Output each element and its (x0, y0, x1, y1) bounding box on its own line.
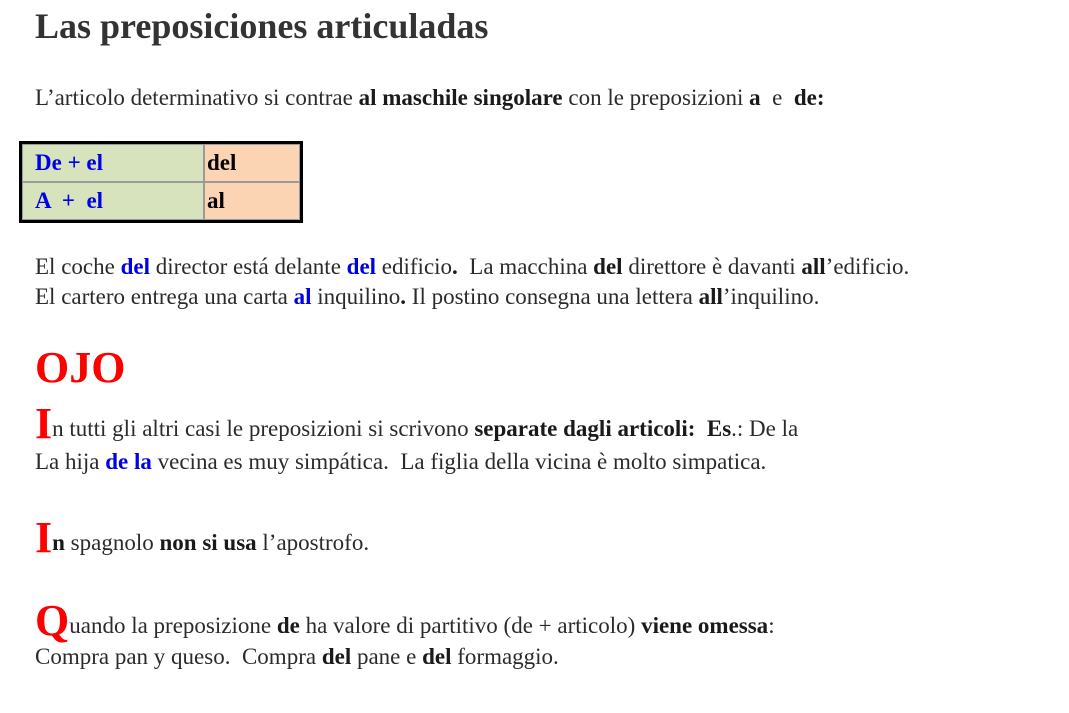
note-1-example (35, 448, 766, 476)
bold-all: all (698, 284, 723, 309)
text: inquilino (311, 284, 401, 309)
text: El cartero entrega una carta (35, 284, 294, 309)
period: . (400, 284, 407, 309)
bold-del: del (593, 254, 623, 279)
text: spagnolo (64, 530, 160, 555)
intro-text: e (760, 85, 794, 110)
text: .: De la (731, 416, 799, 441)
text: vecina es muy simpática. La figlia della vicina è molto simpatica. (151, 449, 767, 474)
intro-bold-a: a (749, 85, 761, 110)
contraction-table (19, 141, 303, 223)
intro-text: con le preposizioni (562, 85, 750, 110)
text: La macchina (457, 254, 594, 279)
example-line-2 (35, 283, 819, 311)
note-1 (35, 399, 799, 448)
drop-cap: I (35, 513, 53, 562)
table-row (22, 144, 300, 182)
text: uando la preposizione (69, 613, 277, 638)
note-3-example (35, 643, 559, 671)
text: direttore è davanti (622, 254, 802, 279)
bold-n: n (52, 530, 65, 555)
note-3 (35, 596, 775, 645)
highlight-al: al (293, 284, 312, 309)
bold-de: de (276, 613, 300, 638)
table-cell-right: al (204, 182, 300, 220)
table-row (22, 182, 300, 220)
text (695, 416, 707, 441)
drop-cap: Q (35, 596, 70, 645)
intro-text: L’articolo determinativo si contrae (35, 85, 359, 110)
text: ’edificio. (825, 254, 910, 279)
bold-separate: separate dagli articoli: (474, 416, 696, 441)
text: Compra pan y queso. Compra (35, 644, 322, 669)
text: director está delante (149, 254, 347, 279)
bold-all: all (801, 254, 826, 279)
drop-cap: I (35, 399, 53, 448)
text: El coche (35, 254, 121, 279)
text: l’apostrofo. (256, 530, 370, 555)
highlight-de-la: de la (105, 449, 152, 474)
period: . (452, 254, 458, 279)
note-2 (35, 513, 370, 562)
text: : (768, 613, 775, 638)
highlight-del: del (120, 254, 150, 279)
table-cell-left: A + el (22, 182, 204, 220)
highlight-del: del (346, 254, 377, 279)
bold-del: del (422, 644, 452, 669)
bold-viene-omessa: viene omessa (641, 613, 769, 638)
text: edificio (376, 254, 453, 279)
text: n tutti gli altri casi le preposizioni si scrivono (52, 416, 475, 441)
intro-bold-de: de: (793, 85, 825, 110)
text: pane e (351, 644, 423, 669)
example-line-1 (35, 253, 909, 281)
bold-del: del (321, 644, 352, 669)
table-cell-right: del (204, 144, 300, 182)
ojo-heading: OJO (35, 343, 126, 392)
intro-bold-maschile: al maschile singolare (358, 85, 563, 110)
table-cell-left: De + el (22, 144, 204, 182)
bold-non-si-usa: non si usa (159, 530, 257, 555)
text: ’inquilino. (722, 284, 820, 309)
bold-es: Es (706, 416, 732, 441)
text: La hija (35, 449, 106, 474)
text: ha valore di partitivo (de + articolo) (299, 613, 642, 638)
text: Il postino consegna una lettera (406, 284, 699, 309)
page-title: Las preposiciones articuladas (35, 6, 489, 46)
intro-paragraph (35, 84, 825, 112)
text: formaggio. (451, 644, 559, 669)
